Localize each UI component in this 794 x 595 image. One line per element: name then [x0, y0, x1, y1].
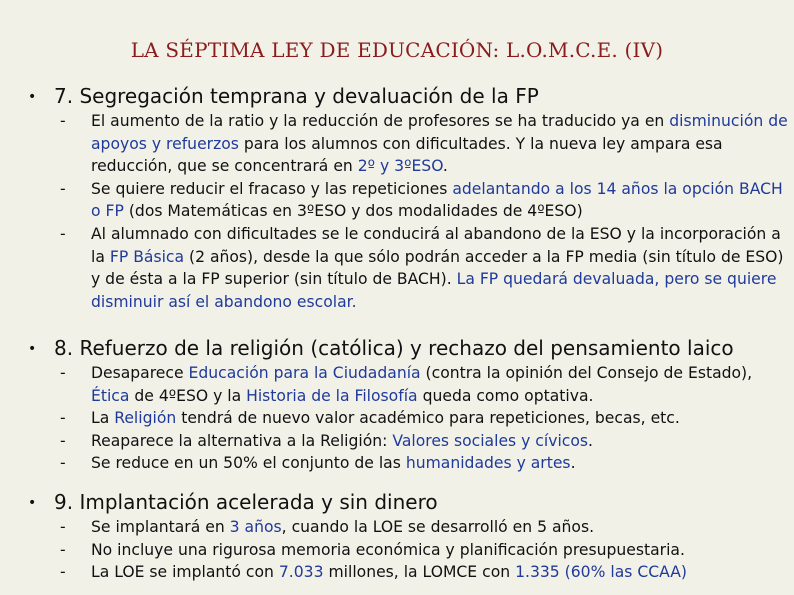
highlight-text: 2º y 3ºESO [357, 157, 443, 176]
section-heading-text: 9. Implantación acelerada y sin dinero [54, 490, 438, 514]
item-text: . [570, 454, 576, 473]
list-item [60, 516, 788, 539]
section-8 [28, 336, 788, 475]
highlight-text: 3 años [229, 518, 282, 536]
item-text: queda como optativa. [417, 386, 594, 405]
section-heading-text: 8. Refuerzo de la religión (católica) y rechazo del pensamiento laico [54, 336, 734, 360]
item-text: . [442, 157, 448, 176]
item-text: La [91, 409, 115, 428]
item-text: (contra la opinión del Consejo de Estado), [420, 364, 753, 382]
dash-icon: - [60, 179, 66, 198]
section-9 [28, 490, 788, 584]
dash-icon: - [60, 454, 66, 473]
item-text: La LOE se implantó con [91, 563, 279, 582]
item-text: Se reduce en un 50% el conjunto de las [91, 454, 406, 473]
item-list [60, 110, 788, 313]
item-text: (dos Matemáticas en 3ºESO y dos modalidades de 4ºESO) [123, 202, 583, 221]
list-item [60, 539, 788, 562]
highlight-text: Valores sociales y cívicos [392, 431, 589, 450]
item-text: de 4ºESO y la [129, 386, 247, 405]
item-text: . [588, 431, 593, 450]
item-text: , cuando la LOE se desarrolló en 5 años. [281, 518, 595, 536]
item-list [60, 362, 788, 475]
dash-icon: - [60, 518, 66, 536]
dash-icon: - [60, 431, 66, 450]
item-text: Al alumnado con dificultades se le conducirá al abandono de la ESO y la incorporación a la [91, 224, 781, 266]
highlight-text: adelantando a los 14 años la opción BACH o FP [91, 179, 783, 221]
item-text: Reaparece la alternativa a la Religión: [91, 431, 393, 450]
list-item [60, 110, 788, 178]
list-item [60, 362, 788, 407]
item-text: tendrá de nuevo valor académico para repeticiones, becas, etc. [176, 409, 680, 428]
item-text: para los alumnos con dificultades. Y la nueva ley ampara esa reducción, que se concentrará en [91, 134, 723, 176]
highlight-text: 1.335 (60% las CCAA) [515, 563, 687, 582]
item-text: Desaparece [91, 364, 189, 382]
section-heading-text: 7. Segregación temprana y devaluación de la FP [54, 84, 539, 108]
dash-icon: - [60, 563, 66, 582]
highlight-text: FP Básica [109, 247, 185, 266]
dash-icon: - [60, 224, 66, 243]
highlight-text: 7.033 [278, 563, 324, 582]
item-list [60, 516, 788, 584]
section-heading [28, 84, 788, 108]
section-7 [28, 84, 788, 313]
highlight-text: La FP quedará devaluada, pero se quiere disminuir así el abandono escolar. [91, 270, 777, 311]
dash-icon: - [60, 540, 66, 559]
dash-icon: - [60, 112, 66, 130]
item-text: Se implantará en [91, 518, 230, 536]
highlight-text: humanidades y artes [405, 454, 571, 473]
slide-title: LA SÉPTIMA LEY DE EDUCACIÓN: L.O.M.C.E. (IV) [130, 38, 664, 62]
item-text: millones, la LOMCE con [323, 563, 516, 582]
dash-icon: - [60, 409, 66, 428]
list-item [60, 561, 788, 584]
section-heading [28, 490, 788, 514]
highlight-text: Educación para la Ciudadanía [188, 364, 421, 382]
list-item [60, 178, 788, 223]
dash-icon: - [60, 364, 66, 382]
item-text: El aumento de la ratio y la reducción de profesores se ha traducido ya en [91, 112, 670, 130]
list-item [60, 407, 788, 430]
section-heading [28, 336, 788, 360]
item-text: Se quiere reducir el fracaso y las repeticiones [91, 179, 453, 198]
list-item [60, 223, 788, 313]
bullet-icon: • [28, 89, 37, 105]
highlight-text: Religión [114, 409, 177, 428]
bullet-icon: • [28, 495, 37, 511]
highlight-text: Historia de la Filosofía [246, 386, 418, 405]
highlight-text: disminución de apoyos y refuerzos [91, 112, 788, 153]
item-text: No incluye una rigurosa memoria económica y planificación presupuestaria. [91, 540, 685, 559]
item-text: (2 años), desde la que sólo podrán acceder a la FP media (sin título de ESO) y de ésta a la FP superior (sin título de BACH). [91, 247, 784, 289]
highlight-text: Ética [91, 386, 130, 405]
list-item [60, 452, 788, 475]
list-item [60, 430, 788, 453]
bullet-icon: • [28, 341, 37, 357]
